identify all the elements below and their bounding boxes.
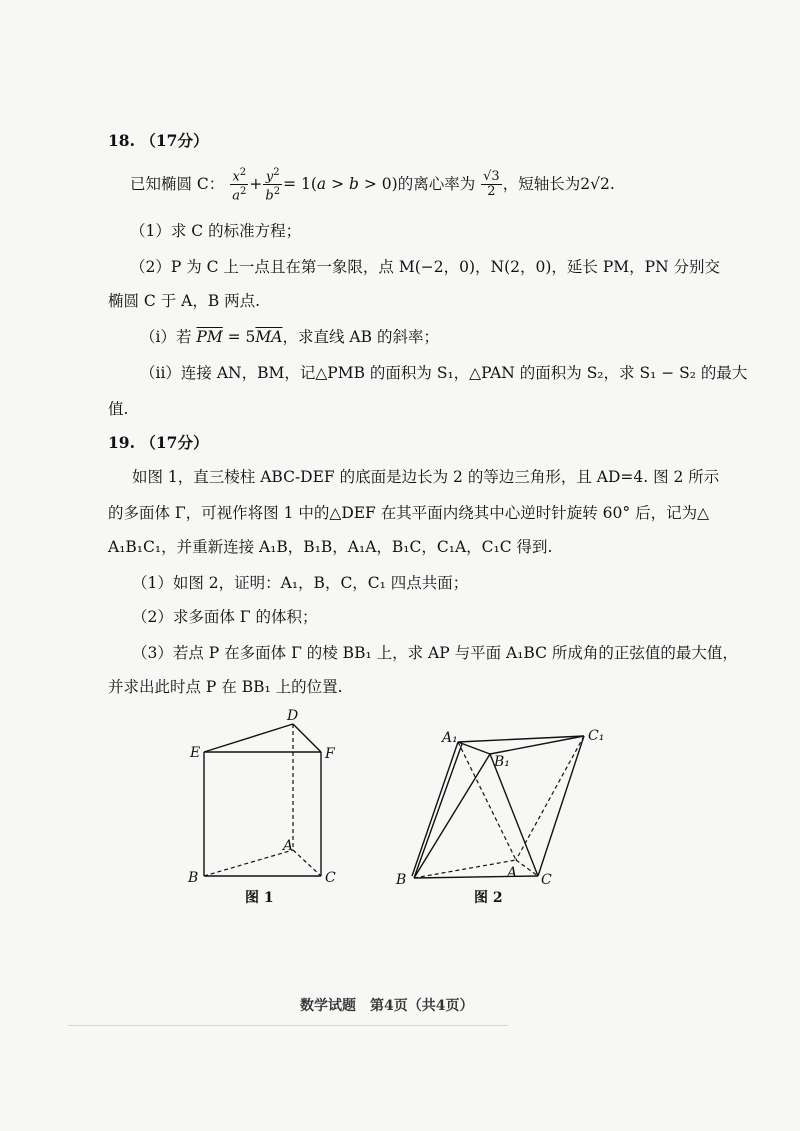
q18-part-ii-line2: 值. (108, 400, 129, 418)
label-A: A (283, 838, 294, 854)
q18-intro-prefix: 已知椭圆 C： (130, 174, 225, 193)
figure-1-drawing (180, 700, 360, 910)
edge-BA (414, 860, 516, 878)
edge-A1B1 (458, 742, 490, 754)
q18-part-ii-line1: （ii）连接 AN，BM，记△PMB 的面积为 S₁，△PAN 的面积为 S₂，求 S₁ − S₂ 的最大 (140, 364, 748, 382)
edge-B1C (490, 754, 538, 876)
q19-header (108, 432, 708, 454)
label-A1: A₁ (442, 730, 458, 746)
label-C: C (541, 872, 552, 888)
figure-1 (180, 700, 360, 910)
footer-rule (68, 1025, 508, 1026)
figure-2 (390, 720, 620, 910)
edge-C1C (538, 736, 584, 876)
q19-part1: （1）如图 2，证明：A₁，B，C，C₁ 四点共面； (132, 574, 469, 592)
frac-y2-b2: $\frac{y^2}{b^2}$ (265, 167, 281, 204)
q19-p1-line2: 的多面体 Γ，可视作将图 1 中的△DEF 在其平面内绕其中心逆时针旋转 60° 后，记为△ (108, 504, 709, 522)
q18-intro: 已知椭圆 C： $\frac{x^2}{a^2}$ + $\frac{y^2}{b^2}$ = 1(a > b > 0)的离心率为 $\frac{√3}{2}$ ，短轴长为2√2. (130, 167, 615, 204)
q18-part-i-suffix: ，求直线 AB 的斜率； (282, 328, 439, 346)
q19-part3-line2: 并求出此时点 P 在 BB₁ 上的位置. (108, 678, 343, 696)
q18-number: 18. (108, 131, 135, 150)
q18-part-i: （i）若 $\overline{PM} = 5\overline{MA}$，求直线 AB 的斜率； (140, 328, 439, 346)
q18-minor-axis: 2√2 (580, 174, 610, 193)
edge-A1B-left (412, 742, 458, 876)
page-footer: 数学试题 第4页（共4页） (300, 998, 474, 1014)
q18-intro-end: ，短轴长为 (502, 174, 581, 193)
q19-points: （17分） (140, 433, 209, 452)
edge-AC (293, 850, 321, 876)
label-E: E (190, 745, 201, 761)
q18-part1: （1）求 C 的标准方程； (130, 222, 302, 240)
edge-DF (293, 724, 321, 752)
q18-part2-line2: 椭圆 C 于 A，B 两点. (108, 292, 261, 310)
q19-part2: （2）求多面体 Γ 的体积； (132, 608, 318, 626)
label-B1: B₁ (494, 754, 510, 770)
q18-points: （17分） (140, 131, 209, 150)
q19-part3-line1: （3）若点 P 在多面体 Γ 的棱 BB₁ 上，求 AP 与平面 A₁BC 所成角的正弦值的最大值， (132, 644, 738, 662)
label-B: B (188, 870, 199, 886)
edge-BC (414, 876, 538, 878)
edge-ED (204, 724, 293, 752)
q18-part2-line1: （2）P 为 C 上一点且在第一象限，点 M(−2，0)，N(2，0)，延长 PM，PN 分别交 (130, 258, 721, 276)
q19-p1-line1: 如图 1，直三棱柱 ABC-DEF 的底面是边长为 2 的等边三角形，且 AD=4. 图 2 所示 (132, 468, 720, 486)
label-C1: C₁ (588, 728, 605, 744)
label-C: C (325, 870, 336, 886)
q18-part-i-prefix: （i）若 (140, 328, 192, 346)
label-F: F (325, 746, 335, 762)
label-D: D (287, 708, 299, 724)
q18-header (108, 130, 708, 152)
label-A: A (507, 865, 518, 881)
label-B: B (396, 872, 407, 888)
frac-sqrt3-2: $\frac{√3}{2}$ (483, 169, 500, 200)
figure-2-caption: 图 2 (474, 890, 503, 906)
q18-intro-suffix: 的离心率为 (397, 174, 476, 193)
figure-2-drawing (390, 720, 620, 910)
figure-1-caption: 图 1 (245, 890, 274, 906)
q19-p1-line3: A₁B₁C₁，并重新连接 A₁B，B₁B，A₁A，B₁C，C₁A，C₁C 得到. (108, 538, 553, 556)
edge-BA (204, 850, 293, 876)
q19-number: 19. (108, 433, 135, 452)
frac-x2-a2: $\frac{x^2}{a^2}$ (232, 167, 247, 204)
